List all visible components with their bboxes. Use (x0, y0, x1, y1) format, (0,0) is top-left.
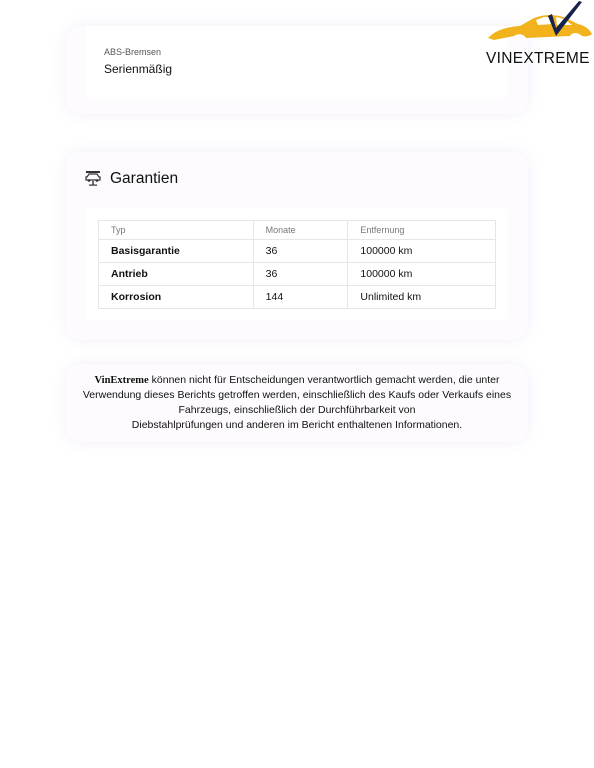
warranty-title: Garantien (110, 170, 179, 187)
warranty-months-cell: 36 (253, 240, 348, 263)
warranty-months-cell: 36 (253, 263, 348, 286)
disclaimer-card (66, 364, 528, 442)
table-row (99, 286, 496, 309)
disclaimer-line-3: Fahrzeugs, einschließlich der Durchführbarkeit von (178, 404, 416, 416)
car-swoosh-icon (486, 0, 594, 52)
abs-brakes-card (66, 26, 528, 114)
car-lift-icon (84, 170, 102, 186)
warranty-table (98, 220, 496, 309)
logo-text: VINEXTREME (486, 50, 590, 67)
warranty-distance-cell: 100000 km (348, 240, 496, 263)
warranty-table-panel (86, 208, 508, 320)
disclaimer-line-1-text: können nicht für Entscheidungen verantwortlich gemacht werden, die unter (151, 374, 500, 386)
table-header-row (99, 221, 496, 240)
disclaimer-brand: VinExtreme (94, 375, 149, 386)
warranty-type-cell: Korrosion (99, 286, 254, 309)
warranty-months-cell: 144 (253, 286, 348, 309)
disclaimer-line-2: Verwendung dieses Berichts getroffen werden, einschließlich des Kaufs oder Verkaufs eines (82, 389, 512, 401)
column-header-distance: Entfernung (348, 221, 496, 240)
column-header-type: Typ (99, 221, 254, 240)
disclaimer-line-1 (66, 373, 528, 388)
abs-brakes-value: Serienmäßig (104, 62, 173, 76)
warranty-distance-cell: Unlimited km (348, 286, 496, 309)
warranty-distance-cell: 100000 km (348, 263, 496, 286)
vinextreme-logo (486, 0, 594, 72)
abs-brakes-panel (86, 26, 508, 100)
warranty-card (66, 152, 528, 340)
column-header-months: Monate (253, 221, 348, 240)
table-row (99, 240, 496, 263)
disclaimer-text (66, 373, 528, 433)
table-row (99, 263, 496, 286)
warranty-type-cell: Basisgarantie (99, 240, 254, 263)
disclaimer-line-4: Diebstahlprüfungen und anderen im Bericht enthaltenen Informationen. (131, 419, 463, 431)
abs-brakes-label: ABS-Bremsen (104, 47, 162, 57)
warranty-type-cell: Antrieb (99, 263, 254, 286)
